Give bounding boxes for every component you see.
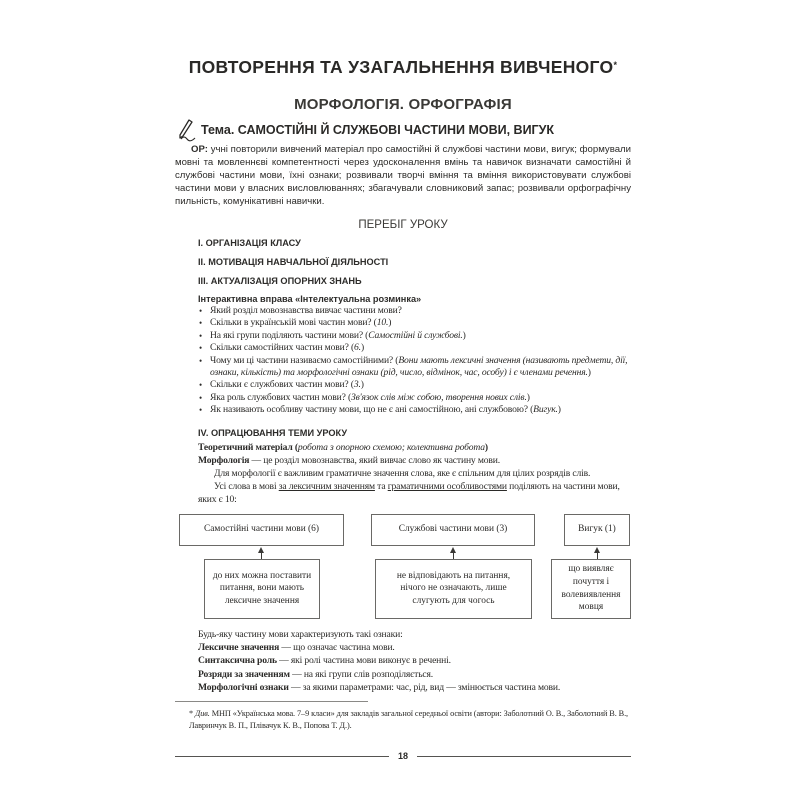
paren: ): [587, 367, 591, 379]
morphology-definition: [198, 454, 631, 467]
page-rule-left: [175, 756, 389, 757]
footnote: [175, 708, 631, 732]
answer-text: Вони мають лексичні значення (називають предмети, дії, ознаки, кількість) та морфологічні ознаки (рід, число, відмінок, час, особу) і є членами речення.: [210, 354, 628, 379]
paren: ): [360, 379, 364, 391]
question-item: [198, 342, 631, 354]
footnote-marker: *: [613, 60, 618, 70]
question-text: Скільки в українській мові частин мови? (: [210, 317, 377, 329]
diagram-box-auxiliary: Службові частини мови (3): [371, 514, 535, 546]
question-item: [198, 317, 631, 329]
footnote-divider: [175, 701, 368, 702]
property-item: [198, 668, 631, 681]
question-item: [198, 355, 631, 380]
page-footer: [175, 750, 631, 782]
paren: ): [557, 404, 561, 416]
underlined-term: граматичними особливостями: [387, 480, 507, 492]
property-term: Синтаксична роль: [198, 655, 277, 667]
diagram-desc-interjection: що виявляє почуття і волевиявлення мовця: [551, 559, 631, 619]
property-text: — за якими параметрами: час, рід, вид — змінюється частина мови.: [288, 681, 561, 693]
question-text: Як називають особливу частину мови, що не є ані самостійною, ані службовою? (: [210, 404, 534, 416]
theory-title-note: робота з опорною схемою; колективна робота: [297, 441, 485, 453]
arrow-line: [261, 552, 262, 559]
outcomes-label: ОР:: [191, 144, 208, 155]
property-item: [198, 641, 631, 654]
property-term: Морфологічні ознаки: [198, 681, 289, 693]
property-item: [198, 654, 631, 667]
lesson-topic: Тема. САМОСТІЙНІ Й СЛУЖБОВІ ЧАСТИНИ МОВИ, ВИГУК: [201, 123, 555, 137]
stage-heading: II. МОТИВАЦІЯ НАВЧАЛЬНОЇ ДІЯЛЬНОСТІ: [198, 257, 389, 267]
question-text: На які групи поділяють частини мови? (: [210, 329, 369, 341]
topic-row: [175, 118, 631, 142]
properties-block: [175, 628, 631, 694]
theory-title: [198, 441, 631, 454]
question-item: [198, 392, 631, 404]
question-item: [198, 379, 631, 391]
arrow-line: [453, 552, 454, 559]
outcomes-text: учні повторили вивчений матеріал про самостійні й службові частини мови, вигук; формували мовні та мовленнєві компетентності через удосконалення вмінь та навичок визначати самостійні й службові частини мови, їхні ознаки; розвивали творчі вміння та вміння використовувати службові частини мови у власних висловлюваннях; збагачували словниковий запас; розвивали орфографічну пильність, комунікативні навички.: [175, 144, 631, 207]
answer-text: 6.: [354, 342, 361, 354]
page: [175, 0, 631, 782]
grammar-paragraph: [198, 467, 631, 480]
stage-heading: I. ОРГАНІЗАЦІЯ КЛАСУ: [198, 238, 301, 248]
parts-of-speech-diagram: [175, 514, 631, 620]
footnote-lead: Див.: [195, 709, 210, 719]
exercise-title: Інтерактивна вправа «Інтелектуальна розминка»: [198, 294, 422, 304]
question-text: Який розділ мовознавства вивчає частини мови?: [210, 305, 402, 316]
question-item: [198, 404, 631, 416]
learning-outcomes: [175, 143, 631, 208]
underlined-term: за лексичним значенням: [278, 480, 375, 492]
property-text: — які ролі частина мови виконує в реченні.: [276, 655, 451, 667]
stage-heading: IV. ОПРАЦЮВАННЯ ТЕМИ УРОКУ: [198, 427, 348, 438]
stage-heading: III. АКТУАЛІЗАЦІЯ ОПОРНИХ ЗНАНЬ: [198, 276, 362, 286]
answer-text: Вигук.: [533, 404, 558, 416]
property-text: — на які групи слів розподіляється.: [289, 668, 434, 680]
section-title: МОРФОЛОГІЯ. ОРФОГРАФІЯ: [294, 96, 512, 113]
answer-text: 10.: [376, 317, 389, 329]
question-item: [198, 305, 631, 317]
property-term: Лексичне значення: [198, 641, 280, 653]
question-text: Скільки є службових частин мови? (: [210, 379, 354, 391]
page-title: [175, 56, 631, 78]
question-text: Скільки самостійних частин мови? (: [210, 342, 355, 354]
pen-icon: [175, 118, 199, 142]
question-text: Чому ми ці частини називаємо самостійними? (: [210, 354, 399, 366]
paragraph-text: поділяють на частини мови, яких є 10:: [198, 480, 620, 505]
paragraph-text: та: [374, 480, 388, 492]
split-paragraph: [198, 480, 631, 506]
page-rule-right: [417, 756, 631, 757]
theory-title-text: Теоретичний матеріал (: [198, 441, 298, 453]
answer-text: Зв'язок слів між собою, творення нових слів.: [351, 391, 527, 403]
page-title-text: ПОВТОРЕННЯ ТА УЗАГАЛЬНЕННЯ ВИВЧЕНОГО: [188, 57, 614, 77]
property-text: — що означає частина мови.: [279, 641, 395, 653]
paren: ): [484, 441, 488, 453]
answer-text: 3.: [353, 379, 361, 391]
paragraph-text: Для морфології є важливим граматичне значення слова, яке є спільним для цілих розрядів слів.: [214, 467, 591, 479]
property-item: [198, 681, 631, 694]
diagram-box-independent: Самостійні частини мови (6): [179, 514, 344, 546]
answer-text: Самостійні й службові.: [368, 329, 463, 341]
paren: ): [360, 342, 364, 354]
question-item: [198, 330, 631, 342]
paren: ): [388, 317, 392, 329]
definition-term: Морфологія: [198, 454, 250, 466]
question-list: [175, 305, 631, 417]
arrow-line: [597, 552, 598, 559]
definition-text: — це розділ мовознавства, який вивчає слово як частину мови.: [249, 454, 501, 466]
question-text: Яка роль службових частин мови? (: [210, 391, 351, 403]
property-term: Розряди за значенням: [198, 668, 290, 680]
diagram-box-interjection: Вигук (1): [564, 514, 630, 546]
page-number: 18: [397, 751, 408, 762]
footnote-mark: *: [189, 709, 196, 719]
properties-intro: Будь-яку частину мови характеризують такі ознаки:: [198, 628, 403, 640]
footnote-text: МНП «Українська мова. 7–9 класи» для закладів загальної середньої освіти (автори: Заболотний О. В., Заболотний В. В., Лавринчук В. П., Плівачук К. В., Попова Т. Д.).: [189, 709, 629, 731]
paren: ): [526, 391, 530, 403]
paren: ): [462, 329, 466, 341]
paragraph-text: Усі слова в мові: [214, 480, 279, 492]
diagram-desc-auxiliary: не відповідають на питання, нічого не означають, лише слугують для чогось: [375, 559, 532, 619]
diagram-desc-independent: до них можна поставити питання, вони мають лексичне значення: [204, 559, 320, 619]
lesson-flow-heading: ПЕРЕБІГ УРОКУ: [358, 219, 448, 231]
